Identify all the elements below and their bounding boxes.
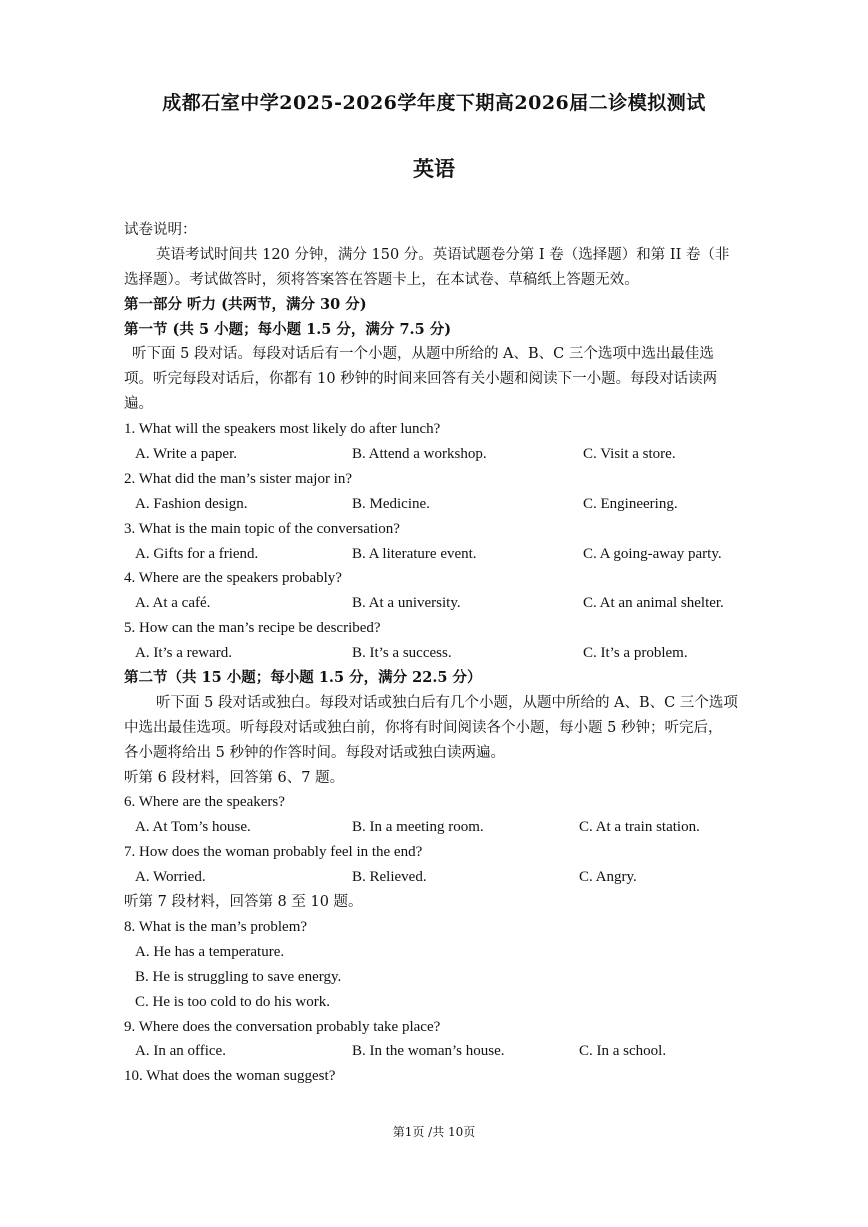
- option-b: B. At a university.: [352, 595, 461, 612]
- question-stem: 8. What is the man’s problem?: [124, 918, 308, 935]
- option-a: A. Worried.: [135, 869, 206, 886]
- option-b: B. In the woman’s house.: [352, 1043, 505, 1060]
- section-instructions: 中选出最佳选项。听每段对话或独白前，你将有时间阅读各个小题，每小题 5 秒钟；听完后，: [124, 719, 723, 736]
- material-note: 听第 7 段材料，回答第 8 至 10 题。: [124, 894, 363, 911]
- question-stem: 7. How does the woman probably feel in the end?: [124, 844, 423, 861]
- exam-subject: 英语: [413, 156, 455, 181]
- section-instructions: 听下面 5 段对话。每段对话后有一个小题，从题中所给的 A、B、C 三个选项中选出最佳选: [132, 346, 714, 363]
- question-options: [124, 492, 748, 517]
- exam-title: 成都石室中学2025-2026学年度下期高2026届二诊模拟测试: [162, 92, 706, 114]
- section-heading: 第一节 (共 5 小题；每小题 1.5 分，满分 7.5 分): [124, 320, 452, 338]
- instructions-line: 英语考试时间共 120 分钟，满分 150 分。英语试题卷分第 I 卷（选择题）和第 II 卷（非: [156, 246, 730, 263]
- question-options: [124, 815, 748, 840]
- option-b: B. He is struggling to save energy.: [135, 968, 342, 985]
- option-a: A. At a café.: [135, 595, 211, 612]
- page-number: 第1页 /共 10页: [392, 1125, 476, 1139]
- option-c: C. Visit a store.: [583, 446, 676, 463]
- section-instructions: 听下面 5 段对话或独白。每段对话或独白后有几个小题，从题中所给的 A、B、C 三个选项: [156, 694, 738, 711]
- option-a: A. In an office.: [135, 1043, 226, 1060]
- instructions-label: 试卷说明：: [124, 222, 197, 238]
- question-stem: 1. What will the speakers most likely do after lunch?: [124, 421, 441, 438]
- instructions-line: 选择题）。考试做答时，须将答案答在答题卡上，在本试卷、草稿纸上答题无效。: [124, 271, 639, 288]
- option-b: B. Relieved.: [352, 869, 427, 886]
- question-stem: 3. What is the main topic of the conversation?: [124, 520, 400, 537]
- option-b: B. A literature event.: [352, 545, 477, 562]
- part-heading: 第一部分 听力 (共两节，满分 30 分): [124, 295, 367, 313]
- question-options: [124, 1039, 748, 1064]
- question-options: [124, 865, 748, 890]
- option-c: C. In a school.: [579, 1043, 667, 1060]
- question-options: [124, 442, 748, 467]
- section-instructions: 各小题将给出 5 秒钟的作答时间。每段对话或独白读两遍。: [124, 744, 505, 761]
- exam-content: [124, 218, 748, 1089]
- option-a: A. He has a temperature.: [135, 943, 285, 960]
- section-heading: 第二节（共 15 小题；每小题 1.5 分，满分 22.5 分）: [124, 669, 482, 687]
- question-options: [124, 542, 748, 567]
- option-c: C. At a train station.: [579, 819, 700, 836]
- question-stem: 10. What does the woman suggest?: [124, 1068, 336, 1085]
- question-options: [124, 591, 748, 616]
- option-a: A. Write a paper.: [135, 446, 237, 463]
- section-instructions: 项。听完每段对话后，你都有 10 秒钟的时间来回答有关小题和阅读下一小题。每段对话读两: [124, 371, 718, 388]
- option-c: C. He is too cold to do his work.: [135, 993, 330, 1010]
- option-c: C. It’s a problem.: [583, 645, 688, 662]
- option-c: C. A going-away party.: [583, 545, 722, 562]
- option-c: C. Angry.: [579, 869, 637, 886]
- section-instructions: 遍。: [124, 396, 153, 413]
- option-c: C. Engineering.: [583, 495, 678, 512]
- question-stem: 4. Where are the speakers probably?: [124, 570, 342, 587]
- question-stem: 9. Where does the conversation probably take place?: [124, 1018, 441, 1035]
- option-b: B. Attend a workshop.: [352, 446, 487, 463]
- option-a: A. It’s a reward.: [135, 645, 233, 662]
- option-a: A. Fashion design.: [135, 495, 248, 512]
- question-stem: 2. What did the man’s sister major in?: [124, 470, 353, 487]
- option-c: C. At an animal shelter.: [583, 595, 724, 612]
- question-options: [124, 641, 748, 666]
- option-a: A. Gifts for a friend.: [135, 545, 259, 562]
- question-stem: 6. Where are the speakers?: [124, 794, 285, 811]
- option-a: A. At Tom’s house.: [135, 819, 251, 836]
- option-b: B. Medicine.: [352, 495, 430, 512]
- material-note: 听第 6 段材料，回答第 6、7 题。: [124, 769, 345, 786]
- question-stem: 5. How can the man’s recipe be described?: [124, 620, 381, 637]
- option-b: B. In a meeting room.: [352, 819, 484, 836]
- option-b: B. It’s a success.: [352, 645, 452, 662]
